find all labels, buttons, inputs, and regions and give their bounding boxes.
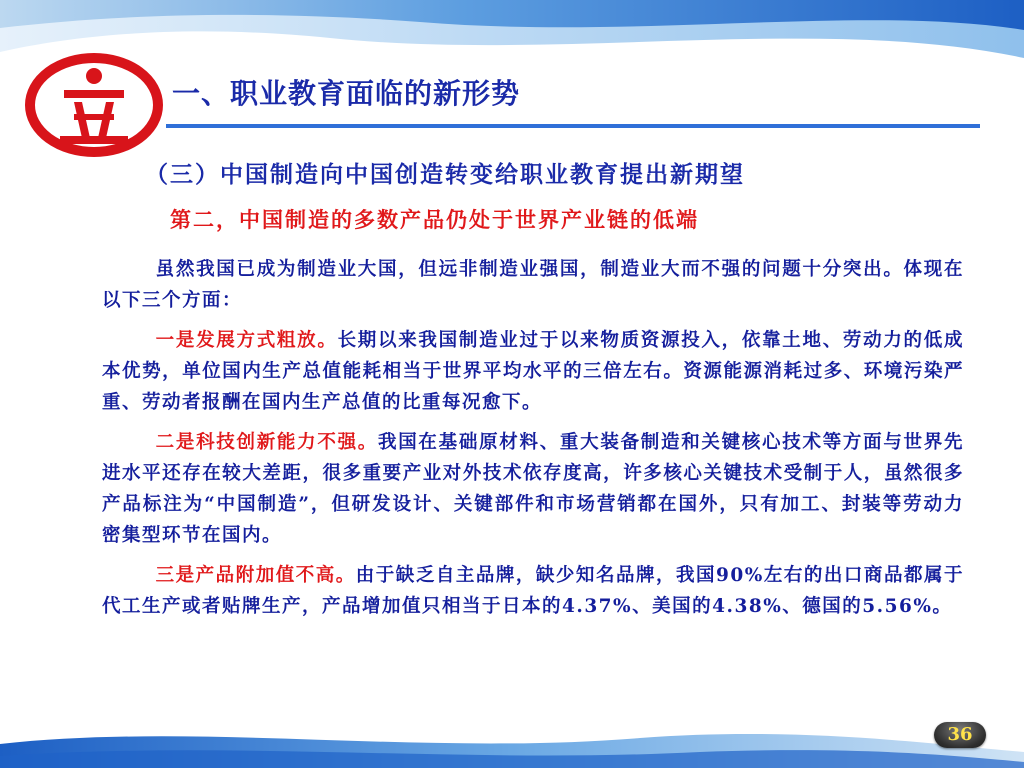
page-number-badge: 36 <box>934 722 986 748</box>
sub-heading: 第二，中国制造的多数产品仍处于世界产业链的低端 <box>170 207 699 232</box>
point-label-3: 三是产品附加值不高。 <box>155 565 356 586</box>
point-paragraph-2 <box>102 427 964 551</box>
body-content <box>102 254 964 631</box>
point-paragraph-1 <box>102 325 964 418</box>
point-paragraph-3 <box>102 560 964 622</box>
emblem-logo-icon <box>24 52 164 158</box>
point-text-3: 由于缺乏自主品牌，缺少知名品牌，我国90%左右的出口商品都属于代工生产或者贴牌生产，产品增加值只相当于日本的4.37%、美国的4.38%、德国的5.56%。 <box>102 565 964 617</box>
point-text-1: 长期以来我国制造业过于以来物质资源投入，依靠土地、劳动力的低成本优势，单位国内生产总值能耗相当于世界平均水平的三倍左右。资源能源消耗过多、环境污染严重、劳动者报酬在国内生产总值的比重每况愈下。 <box>102 330 964 413</box>
point-label-2: 二是科技创新能力不强。 <box>155 432 378 453</box>
point-text-2: 我国在基础原材料、重大装备制造和关键核心技术等方面与世界先进水平还存在较大差距，很多重要产业对外技术依存度高，许多核心关键技术受制于人，虽然很多产品标注为“中国制造”，但研发设计、关键部件和市场营销都在国外，只有加工、封装等劳动力密集型环节在国内。 <box>102 432 964 546</box>
page-title: 一、职业教育面临的新形势 <box>172 77 521 110</box>
intro-paragraph: 虽然我国已成为制造业大国，但远非制造业强国，制造业大而不强的问题十分突出。体现在以下三个方面： <box>102 259 964 311</box>
section-heading: （三）中国制造向中国创造转变给职业教育提出新期望 <box>145 161 745 188</box>
point-label-1: 一是发展方式粗放。 <box>155 330 338 351</box>
title-divider <box>166 124 980 128</box>
